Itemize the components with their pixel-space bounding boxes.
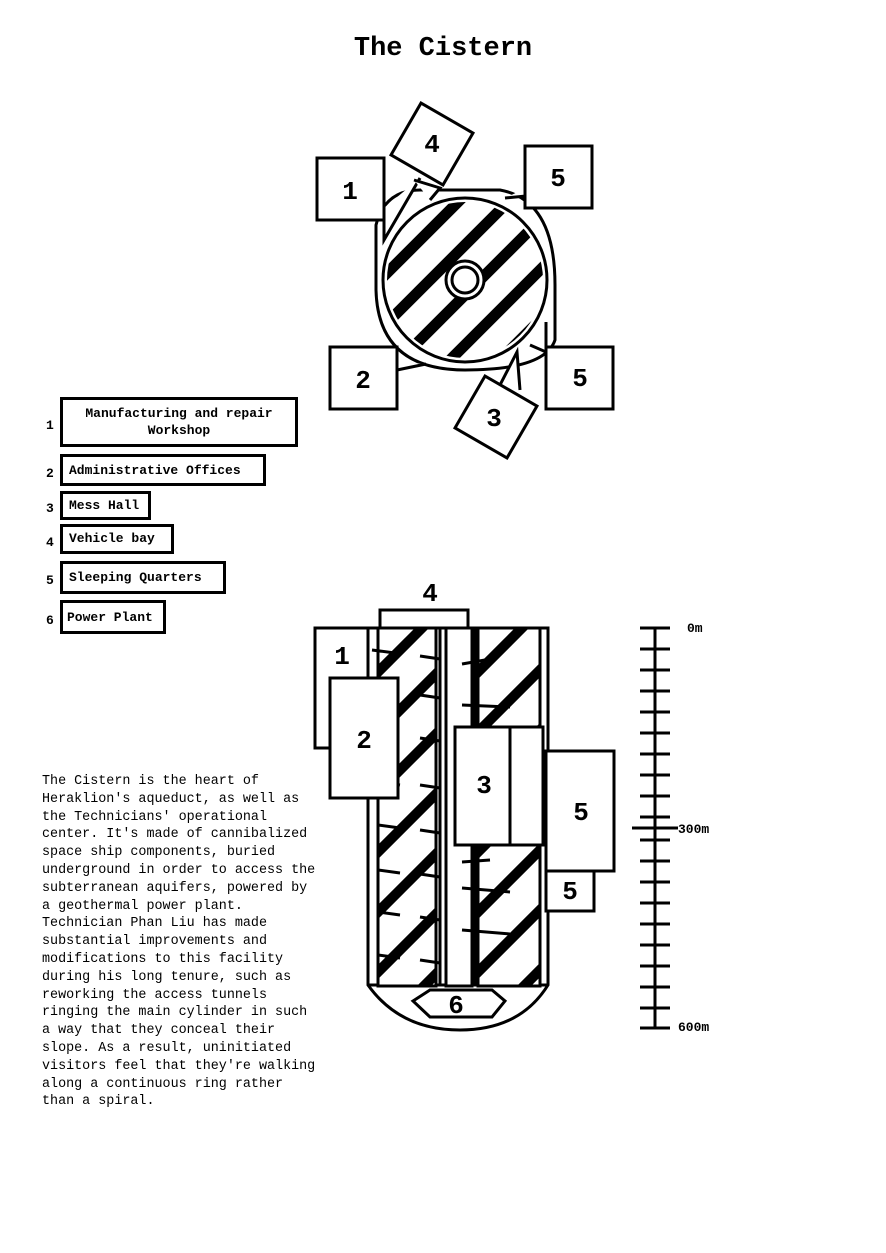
- legend-item-1: [46, 397, 298, 447]
- scale-label-600m: 600m: [678, 1020, 710, 1035]
- legend-label: Power Plant: [60, 600, 166, 634]
- side-vehicle-bay: [380, 610, 468, 628]
- side-room-3: [455, 727, 543, 845]
- legend-label: Mess Hall: [60, 491, 151, 520]
- side-label-1: 1: [334, 642, 350, 672]
- top-label-1: 1: [342, 177, 358, 207]
- side-label-6: 6: [448, 991, 464, 1021]
- description-text: The Cistern is the heart of Heraklion's aqueduct, as well as the Technicians' operational center. It's made of cannibalized space ship components, buried underground in order to access the subterranean aquifers, powered by a geothermal power plant. Technician Phan Liu has made substantial improvements and modifications to this facility during his long tenure, such as reworking the access tunnels ringing the main cylinder in such a way that they conceal their slope. As a result, uninitiated visitors feel that they're walking along a continuous ring rather than a spiral.: [42, 774, 316, 1110]
- side-label-5b: 5: [562, 877, 578, 907]
- connector-3: [500, 352, 520, 390]
- side-view: [315, 600, 614, 1040]
- legend-item-5: [46, 561, 226, 594]
- top-label-3: 3: [486, 404, 502, 434]
- legend-item-6: [46, 600, 166, 634]
- scale-label-0m: 0m: [687, 621, 703, 636]
- legend-num: 2: [46, 465, 54, 481]
- side-label-4: 4: [422, 579, 438, 609]
- legend-item-4: [46, 524, 174, 554]
- legend-num: 1: [46, 417, 54, 433]
- top-view: [317, 103, 613, 458]
- top-core-inner: [452, 267, 478, 293]
- legend-label: Vehicle bay: [60, 524, 174, 554]
- legend-label: Manufacturing and repair Workshop: [60, 397, 298, 447]
- legend-item-3: [46, 491, 151, 520]
- top-label-2: 2: [355, 366, 371, 396]
- legend-item-2: [46, 454, 266, 486]
- side-label-3: 3: [476, 771, 492, 801]
- top-label-5b: 5: [572, 364, 588, 394]
- legend-num: 5: [46, 573, 54, 588]
- legend-num: 4: [46, 534, 54, 550]
- top-label-5a: 5: [550, 164, 566, 194]
- legend-label: Sleeping Quarters: [60, 561, 226, 594]
- legend-num: 3: [46, 501, 54, 516]
- side-label-2: 2: [356, 726, 372, 756]
- page-title: The Cistern: [353, 34, 533, 64]
- legend-num: 6: [46, 612, 54, 628]
- side-label-5a: 5: [573, 798, 589, 828]
- legend-label: Administrative Offices: [60, 454, 266, 486]
- depth-scale: [632, 628, 678, 1028]
- scale-label-300m: 300m: [678, 822, 710, 837]
- top-label-4: 4: [424, 130, 440, 160]
